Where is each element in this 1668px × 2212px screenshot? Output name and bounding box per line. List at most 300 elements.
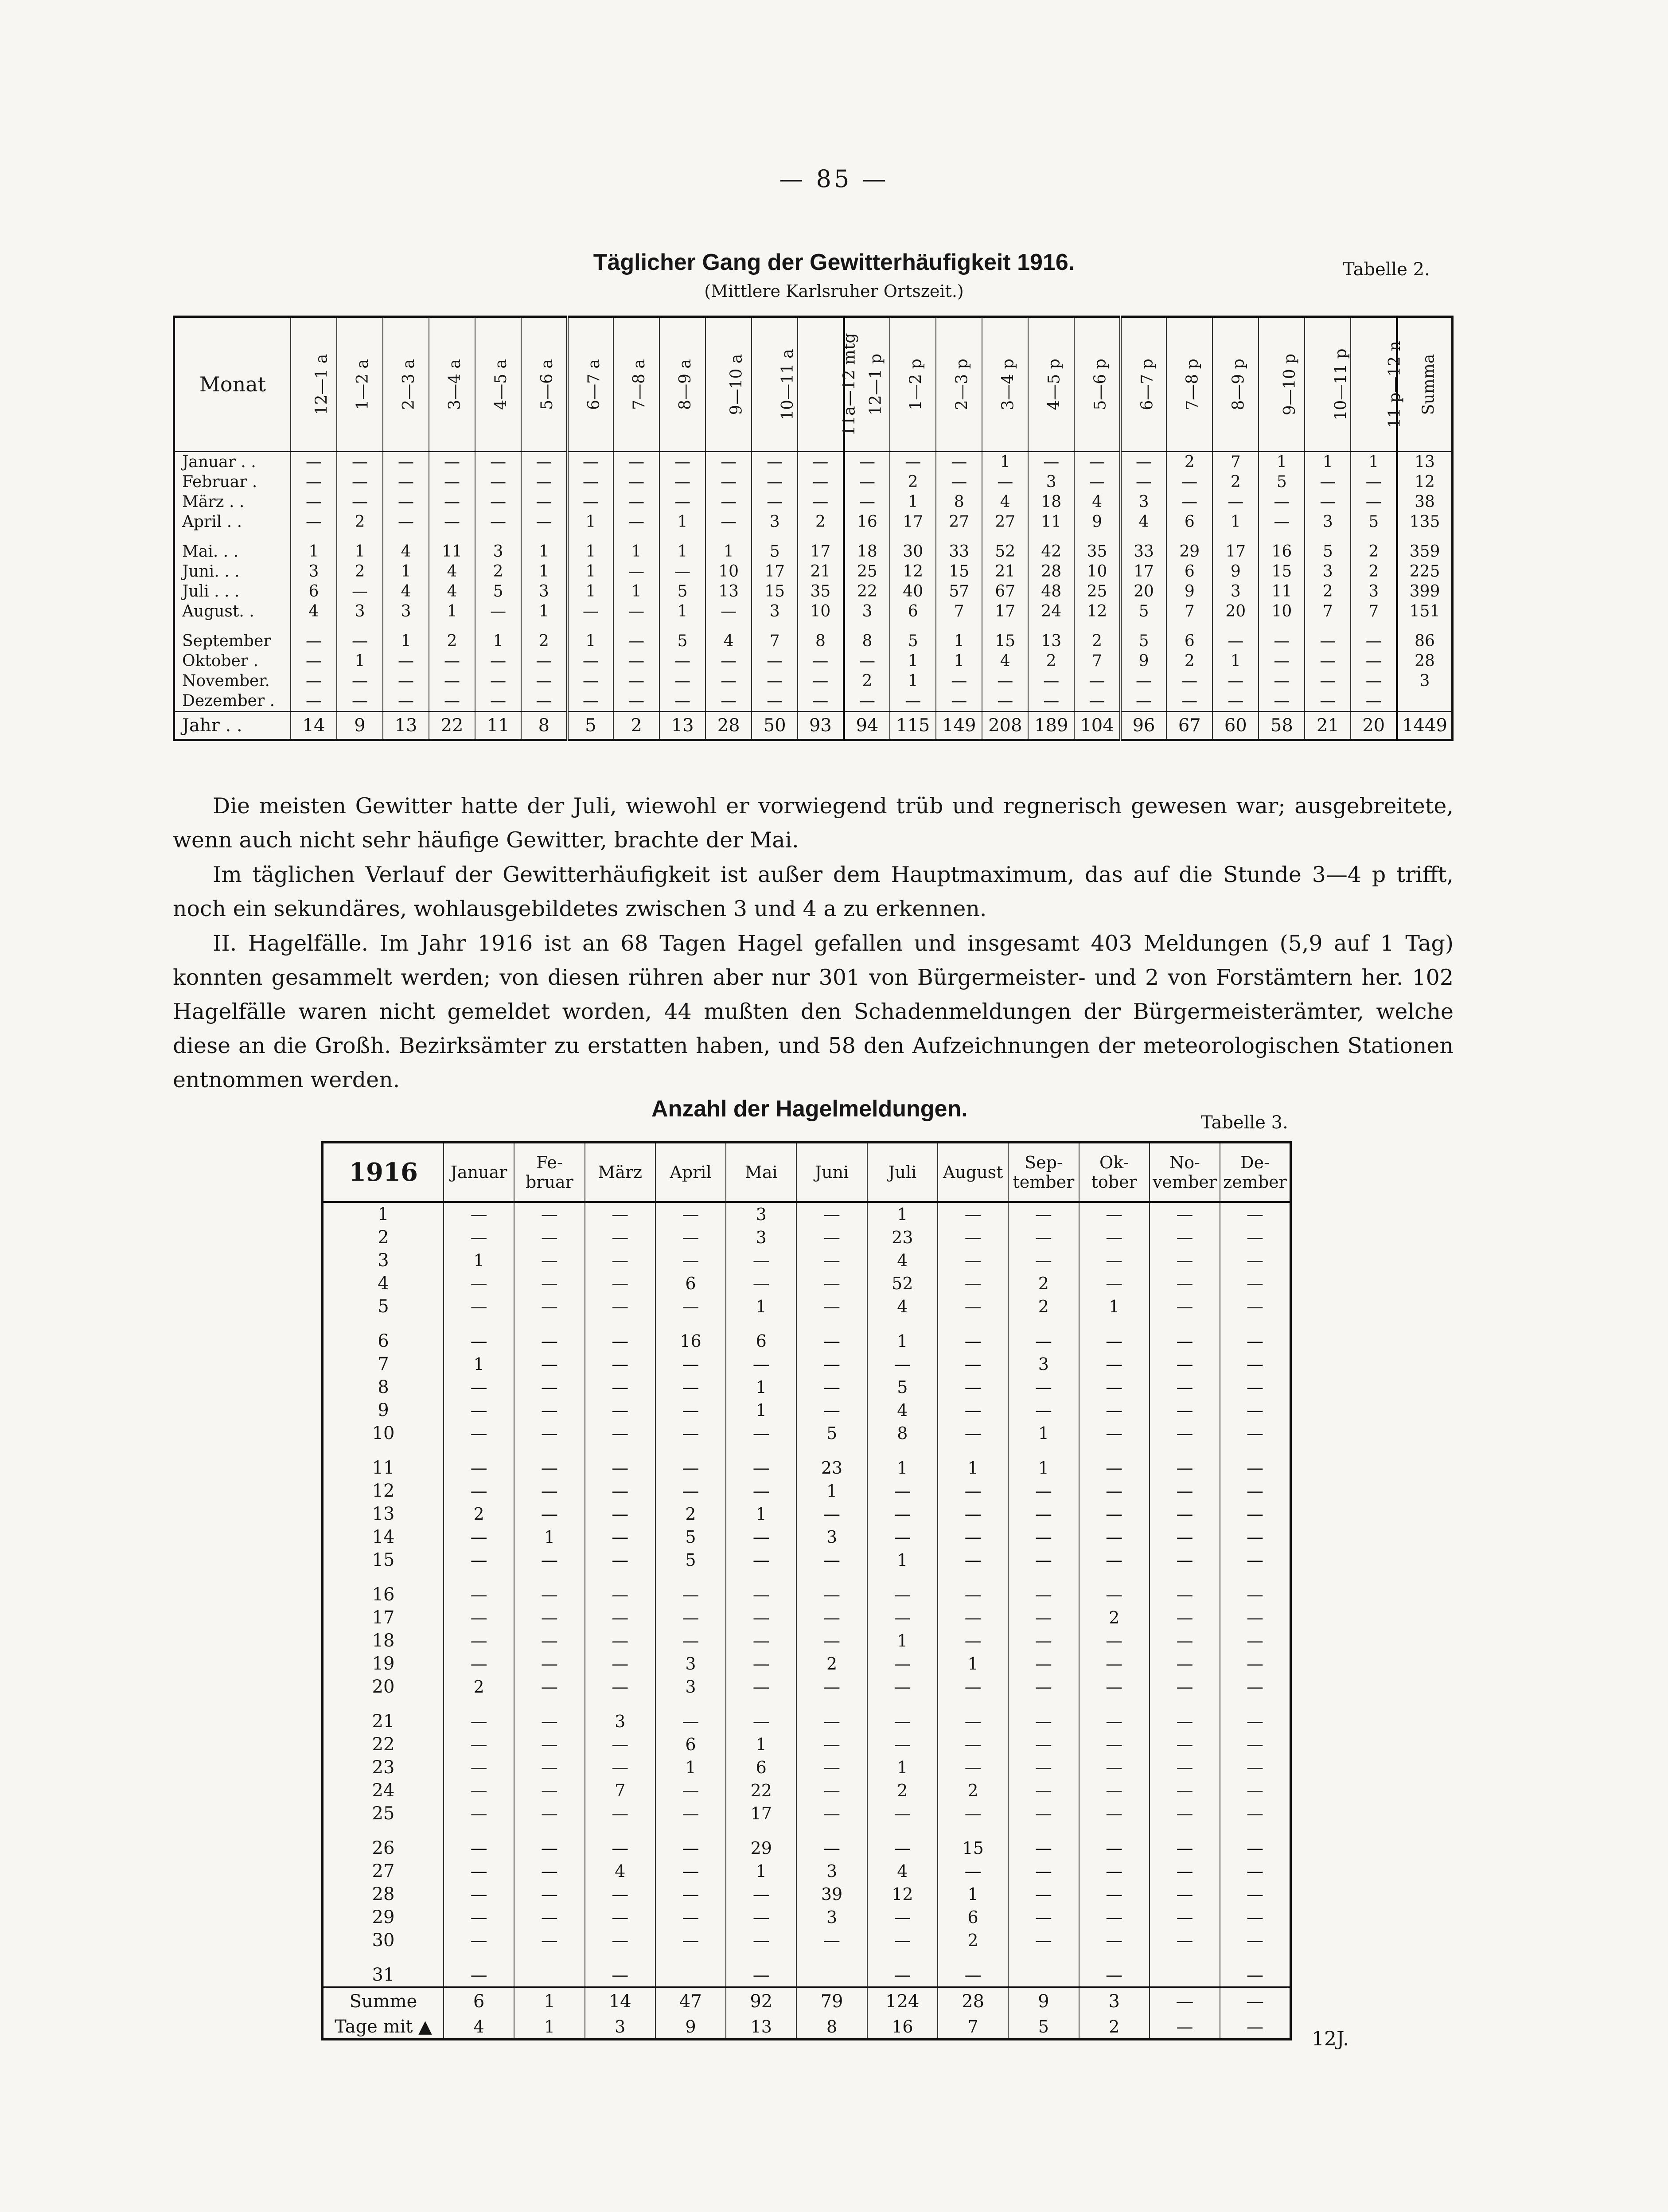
table3-cell: 4 bbox=[867, 1399, 938, 1422]
table2-total-cell: 96 bbox=[1120, 712, 1166, 740]
table3-cell: — bbox=[1079, 1422, 1150, 1445]
table3-gap-cell bbox=[1220, 1825, 1290, 1837]
table2-cell: 1 bbox=[337, 651, 383, 671]
table2-header-hour-label: 3—4 a bbox=[445, 359, 464, 410]
table3-cell: — bbox=[796, 1399, 867, 1422]
table2-cell: 8 bbox=[798, 631, 844, 651]
table3-row bbox=[323, 1422, 1291, 1445]
paragraph-1-text: Die meisten Gewitter hatte der Juli, wiewohl er vorwiegend trüb und regnerisch gewesen war; ausgebreitete, wenn auch nicht sehr häufige Gewitter, brachte der Mai. bbox=[173, 793, 1454, 853]
table3-sum-row bbox=[323, 1987, 1291, 2016]
table2-cell: — bbox=[1028, 671, 1074, 691]
table3-title: Anzahl der Hagelmeldungen. bbox=[651, 1096, 968, 1122]
table3-cell: 3 bbox=[726, 1202, 796, 1226]
table2-cell: — bbox=[337, 631, 383, 651]
table2-cell: — bbox=[752, 472, 798, 492]
table3-cell: — bbox=[1008, 1779, 1079, 1802]
table3-cell: — bbox=[1079, 1525, 1150, 1549]
table2-cell: 33 bbox=[936, 542, 982, 562]
table3-cell: — bbox=[726, 1249, 796, 1272]
table2-cell: — bbox=[705, 472, 752, 492]
table3-cell bbox=[1150, 1963, 1220, 1987]
table2-total-cell: 21 bbox=[1305, 712, 1351, 740]
table3-day-label: 6 bbox=[323, 1330, 444, 1353]
table3-day-label: 7 bbox=[323, 1353, 444, 1376]
table2-cell: — bbox=[1259, 492, 1305, 512]
table2-gap-cell bbox=[752, 621, 798, 631]
table2-header-hour bbox=[659, 317, 705, 452]
table3-cell: 1 bbox=[938, 1883, 1008, 1906]
table2-cell: — bbox=[1120, 472, 1166, 492]
table2-month-name: August. . bbox=[174, 601, 291, 621]
table3-cell: 1 bbox=[867, 1756, 938, 1779]
table3-cell: — bbox=[726, 1906, 796, 1929]
table3-cell: — bbox=[1150, 1422, 1220, 1445]
table3-cell: — bbox=[1008, 1710, 1079, 1733]
table2-cell: — bbox=[1305, 691, 1351, 712]
table3-cell: — bbox=[1150, 1353, 1220, 1376]
table3-gap-cell bbox=[726, 1572, 796, 1583]
table3-day-label: 24 bbox=[323, 1779, 444, 1802]
table3-days-with-cell: — bbox=[1150, 2015, 1220, 2040]
table2-cell: 1 bbox=[337, 542, 383, 562]
table2-cell: — bbox=[613, 562, 659, 581]
table3-cell: 1 bbox=[726, 1733, 796, 1756]
table2-gap-cell bbox=[429, 621, 475, 631]
table2-cell: 1 bbox=[936, 631, 982, 651]
table2-cell: 1 bbox=[890, 671, 936, 691]
table2-cell: 3 bbox=[1120, 492, 1166, 512]
table3-cell: — bbox=[585, 1202, 655, 1226]
table3-cell: 6 bbox=[655, 1272, 726, 1295]
table2-cell: 27 bbox=[936, 512, 982, 532]
table3-day-label: 19 bbox=[323, 1652, 444, 1675]
table3-cell: — bbox=[514, 1629, 585, 1652]
table3-cell: — bbox=[938, 1226, 1008, 1249]
table2-cell: 35 bbox=[1074, 542, 1120, 562]
table2-total-cell: 67 bbox=[1166, 712, 1212, 740]
table3-cell: — bbox=[514, 1583, 585, 1606]
table2-cell: — bbox=[705, 452, 752, 472]
table3-cell: — bbox=[796, 1629, 867, 1652]
table3-cell: — bbox=[585, 1479, 655, 1502]
table3-cell: — bbox=[796, 1249, 867, 1272]
table3-cell: 2 bbox=[796, 1652, 867, 1675]
table2-header-hour-label: 6—7 p bbox=[1138, 358, 1157, 410]
table2-gap-cell bbox=[705, 621, 752, 631]
table2-cell: — bbox=[1166, 492, 1212, 512]
table2-gap-cell bbox=[982, 621, 1028, 631]
table3-cell: — bbox=[1220, 1376, 1290, 1399]
table2-cell: — bbox=[798, 452, 844, 472]
table3-cell: — bbox=[1008, 1399, 1079, 1422]
table3-day-label: 5 bbox=[323, 1295, 444, 1318]
table3-gap-row bbox=[323, 1445, 1291, 1456]
table2-cell: — bbox=[1305, 472, 1351, 492]
table2-header-hour-label: 1—2 p bbox=[907, 358, 925, 410]
table3-cell: — bbox=[444, 1733, 514, 1756]
table2-cell: — bbox=[1351, 472, 1397, 492]
table2-cell: 5 bbox=[752, 542, 798, 562]
table3-gap-cell bbox=[1008, 1952, 1079, 1963]
table2-cell: 20 bbox=[1120, 581, 1166, 601]
table3-cell: — bbox=[1220, 1549, 1290, 1572]
table2-cell: — bbox=[1166, 671, 1212, 691]
table3-day-label: 10 bbox=[323, 1422, 444, 1445]
table3-cell: — bbox=[655, 1295, 726, 1318]
table2-gap-cell bbox=[798, 532, 844, 542]
table2-cell: 29 bbox=[1166, 542, 1212, 562]
table2-month-name: Mai. . . bbox=[174, 542, 291, 562]
table3-cell: — bbox=[938, 1606, 1008, 1629]
table2-gap-cell bbox=[752, 532, 798, 542]
table3-day-label: 3 bbox=[323, 1249, 444, 1272]
table2-header-hour-label: 10—11 p bbox=[1332, 348, 1350, 421]
table2-header-hour-label: 8—9 p bbox=[1229, 358, 1248, 410]
table3-cell: — bbox=[514, 1837, 585, 1860]
table3-cell: — bbox=[938, 1525, 1008, 1549]
table3-cell: — bbox=[1150, 1756, 1220, 1779]
table3-cell: — bbox=[444, 1399, 514, 1422]
table3-row bbox=[323, 1802, 1291, 1825]
table3-gap-cell bbox=[1150, 1952, 1220, 1963]
table3-cell: — bbox=[1150, 1272, 1220, 1295]
table3-cell: — bbox=[1150, 1502, 1220, 1525]
table2-cell: — bbox=[844, 651, 890, 671]
table3-gap-cell bbox=[444, 1445, 514, 1456]
table3-header-month: De-zember bbox=[1220, 1143, 1290, 1202]
paragraph-1 bbox=[173, 789, 1454, 857]
table2-cell: — bbox=[752, 691, 798, 712]
table2-cell: 11 bbox=[429, 542, 475, 562]
table3-cell: — bbox=[1150, 1779, 1220, 1802]
table2-cell: 3 bbox=[1351, 581, 1397, 601]
table3-row bbox=[323, 1202, 1291, 1226]
table3-cell: — bbox=[585, 1295, 655, 1318]
table3-cell: 1 bbox=[514, 1525, 585, 1549]
table2-row bbox=[174, 512, 1453, 532]
table2-cell: 18 bbox=[844, 542, 890, 562]
table2-cell: 1 bbox=[1212, 651, 1259, 671]
table3-row bbox=[323, 1226, 1291, 1249]
table3-cell: — bbox=[1079, 1330, 1150, 1353]
table2-cell: 1 bbox=[705, 542, 752, 562]
table3-cell: 6 bbox=[655, 1733, 726, 1756]
table3-body bbox=[323, 1202, 1291, 2040]
table3-cell: — bbox=[1008, 1883, 1079, 1906]
table3-cell: — bbox=[514, 1502, 585, 1525]
table3-header-month: No-vember bbox=[1150, 1143, 1220, 1202]
table2-cell: 5 bbox=[659, 631, 705, 651]
table2-cell: 3 bbox=[521, 581, 567, 601]
table3-gap-cell bbox=[323, 1825, 444, 1837]
table3 bbox=[321, 1141, 1292, 2040]
table3-cell: — bbox=[1150, 1376, 1220, 1399]
table3-row bbox=[323, 1606, 1291, 1629]
table3-cell: — bbox=[1220, 1502, 1290, 1525]
table3-gap-cell bbox=[726, 1825, 796, 1837]
table2-cell: — bbox=[613, 452, 659, 472]
table2-gap-cell bbox=[174, 532, 291, 542]
table3-cell: — bbox=[655, 1906, 726, 1929]
table2-cell: — bbox=[1259, 631, 1305, 651]
table2-gap-row bbox=[174, 621, 1453, 631]
table3-cell: 2 bbox=[1079, 1606, 1150, 1629]
table2-gap-cell bbox=[1074, 532, 1120, 542]
table2-cell: 2 bbox=[798, 512, 844, 532]
table3-gap-cell bbox=[1008, 1825, 1079, 1837]
table3-gap-cell bbox=[867, 1698, 938, 1710]
table3-cell: — bbox=[444, 1202, 514, 1226]
table3-row bbox=[323, 1353, 1291, 1376]
table2-cell: — bbox=[705, 671, 752, 691]
table3-cell: — bbox=[938, 1422, 1008, 1445]
table2-cell: — bbox=[705, 651, 752, 671]
table2-cell: — bbox=[475, 452, 521, 472]
table3-cell: — bbox=[585, 1756, 655, 1779]
table2-cell: 17 bbox=[798, 542, 844, 562]
table2-cell: — bbox=[659, 472, 705, 492]
table2-cell: 7 bbox=[936, 601, 982, 621]
table3-days-with-cell: 8 bbox=[796, 2015, 867, 2040]
table2-cell: 15 bbox=[1259, 562, 1305, 581]
table3-gap-cell bbox=[655, 1445, 726, 1456]
table3-cell: — bbox=[726, 1525, 796, 1549]
table2-cell: — bbox=[798, 472, 844, 492]
table3-cell: — bbox=[796, 1802, 867, 1825]
table3-cell: — bbox=[1008, 1330, 1079, 1353]
table3-cell: 17 bbox=[726, 1802, 796, 1825]
table2-cell: — bbox=[521, 691, 567, 712]
table2-cell: 17 bbox=[982, 601, 1028, 621]
table2-cell: — bbox=[1028, 452, 1074, 472]
table3-cell: — bbox=[1008, 1376, 1079, 1399]
table3-cell: — bbox=[444, 1963, 514, 1987]
table2-body bbox=[174, 452, 1453, 740]
table2-row bbox=[174, 492, 1453, 512]
table3-cell: — bbox=[444, 1860, 514, 1883]
table3-cell bbox=[514, 1963, 585, 1987]
table2-month-name: Dezember . bbox=[174, 691, 291, 712]
table2-cell: 38 bbox=[1397, 492, 1453, 512]
table2-cell: 1 bbox=[475, 631, 521, 651]
table3-cell: — bbox=[796, 1353, 867, 1376]
table3-sum-cell: 9 bbox=[1008, 1987, 1079, 2016]
table2-cell: — bbox=[798, 651, 844, 671]
table3-cell: — bbox=[726, 1652, 796, 1675]
table2-cell: — bbox=[613, 651, 659, 671]
table3-cell: — bbox=[514, 1652, 585, 1675]
table3-gap-cell bbox=[1008, 1698, 1079, 1710]
table3-cell: — bbox=[585, 1606, 655, 1629]
table3-day-label: 8 bbox=[323, 1376, 444, 1399]
table3-gap-cell bbox=[1150, 1318, 1220, 1330]
table3-cell: — bbox=[514, 1883, 585, 1906]
table3-cell: 8 bbox=[867, 1422, 938, 1445]
table2-cell: 2 bbox=[1212, 472, 1259, 492]
table2-month-name: Januar . . bbox=[174, 452, 291, 472]
table2-cell: — bbox=[383, 472, 429, 492]
table2-gap-cell bbox=[936, 621, 982, 631]
table3-cell: — bbox=[1150, 1606, 1220, 1629]
table2-month-name: Juli . . . bbox=[174, 581, 291, 601]
table2-gap-cell bbox=[1212, 532, 1259, 542]
table3-gap-cell bbox=[514, 1698, 585, 1710]
table2-cell: 2 bbox=[337, 512, 383, 532]
table2-total-cell: 208 bbox=[982, 712, 1028, 740]
table3-cell: — bbox=[1150, 1295, 1220, 1318]
table3-cell: — bbox=[796, 1272, 867, 1295]
table2-total-label: Jahr . . bbox=[174, 712, 291, 740]
table3-cell: 1 bbox=[726, 1502, 796, 1525]
table2-cell: 4 bbox=[291, 601, 337, 621]
table2-cell: 1 bbox=[567, 562, 613, 581]
table2-total-cell: 2 bbox=[613, 712, 659, 740]
table3-row bbox=[323, 1929, 1291, 1952]
table3-cell bbox=[655, 1963, 726, 1987]
table3-gap-cell bbox=[1079, 1445, 1150, 1456]
table2-cell: 1 bbox=[659, 542, 705, 562]
table3-days-with-cell: 1 bbox=[514, 2015, 585, 2040]
table2-cell: — bbox=[982, 472, 1028, 492]
table3-cell: — bbox=[1220, 1456, 1290, 1479]
table2-cell: 225 bbox=[1397, 562, 1453, 581]
table3-cell: — bbox=[1079, 1479, 1150, 1502]
table3-gap-cell bbox=[514, 1952, 585, 1963]
table2-header-hour-label: 5—6 a bbox=[538, 359, 556, 410]
table2-cell: 4 bbox=[705, 631, 752, 651]
table3-cell: 22 bbox=[726, 1779, 796, 1802]
table3-cell: 4 bbox=[867, 1249, 938, 1272]
table2-row bbox=[174, 542, 1453, 562]
table3-cell: 3 bbox=[796, 1525, 867, 1549]
table3-cell: 2 bbox=[1008, 1295, 1079, 1318]
table2-total-cell: 8 bbox=[521, 712, 567, 740]
table2-gap-cell bbox=[1120, 621, 1166, 631]
table2-cell: 4 bbox=[429, 581, 475, 601]
table2-month-name: September bbox=[174, 631, 291, 651]
table2-cell: 2 bbox=[1028, 651, 1074, 671]
table3-cell: — bbox=[867, 1733, 938, 1756]
table3-cell: — bbox=[726, 1549, 796, 1572]
table3-gap-cell bbox=[867, 1445, 938, 1456]
table3-gap-cell bbox=[1079, 1572, 1150, 1583]
table2-month-name: November. bbox=[174, 671, 291, 691]
table3-cell: — bbox=[585, 1249, 655, 1272]
table3-cell: — bbox=[726, 1272, 796, 1295]
table3-cell: — bbox=[1008, 1756, 1079, 1779]
table3-cell: — bbox=[938, 1963, 1008, 1987]
table2-header-hour-label: Summa bbox=[1419, 354, 1438, 415]
table3-cell: — bbox=[726, 1422, 796, 1445]
table2-cell: — bbox=[1351, 651, 1397, 671]
table2-gap-cell bbox=[521, 621, 567, 631]
table3-cell: — bbox=[655, 1376, 726, 1399]
table3-cell: — bbox=[1150, 1837, 1220, 1860]
table2-cell: — bbox=[752, 651, 798, 671]
table2-cell: 3 bbox=[1305, 512, 1351, 532]
table3-cell: — bbox=[444, 1295, 514, 1318]
table3-cell: — bbox=[655, 1883, 726, 1906]
paragraph-3 bbox=[173, 926, 1454, 1097]
table2-month-name: Februar . bbox=[174, 472, 291, 492]
table3-cell: — bbox=[1008, 1906, 1079, 1929]
table3-cell: — bbox=[867, 1353, 938, 1376]
table2-cell: 10 bbox=[1259, 601, 1305, 621]
table3-cell: — bbox=[514, 1929, 585, 1952]
table3-cell: — bbox=[867, 1583, 938, 1606]
table3-day-label: 25 bbox=[323, 1802, 444, 1825]
table2-cell: 5 bbox=[1305, 542, 1351, 562]
table2-cell: 1 bbox=[1212, 512, 1259, 532]
table3-days-with-cell: 16 bbox=[867, 2015, 938, 2040]
table3-day-label: 9 bbox=[323, 1399, 444, 1422]
table3-cell: — bbox=[585, 1376, 655, 1399]
table3-cell: — bbox=[726, 1675, 796, 1698]
table2-cell: — bbox=[337, 581, 383, 601]
table3-gap-cell bbox=[1079, 1825, 1150, 1837]
table2-gap-cell bbox=[475, 621, 521, 631]
table3-gap-cell bbox=[323, 1698, 444, 1710]
table3-cell: 1 bbox=[726, 1376, 796, 1399]
table2-cell: — bbox=[844, 452, 890, 472]
table2-cell: — bbox=[567, 452, 613, 472]
table2-cell: 1 bbox=[1259, 452, 1305, 472]
table2-header-hour-label: 11a—12 mtg bbox=[840, 332, 859, 436]
table2-cell: 2 bbox=[1074, 631, 1120, 651]
table3-cell: — bbox=[1220, 1963, 1290, 1987]
table2-cell: — bbox=[844, 492, 890, 512]
table3-gap-cell bbox=[514, 1445, 585, 1456]
table3-cell: — bbox=[585, 1733, 655, 1756]
table3-row bbox=[323, 1652, 1291, 1675]
table3-gap-cell bbox=[585, 1445, 655, 1456]
table3-cell: — bbox=[1079, 1249, 1150, 1272]
table2-gap-cell bbox=[1028, 532, 1074, 542]
table3-days-with-cell: 4 bbox=[444, 2015, 514, 2040]
table3-cell: — bbox=[796, 1226, 867, 1249]
table3-cell: — bbox=[1079, 1456, 1150, 1479]
table2-title: Täglicher Gang der Gewitterhäufigkeit 1916. bbox=[593, 250, 1075, 275]
table2-cell: — bbox=[1074, 671, 1120, 691]
table3-cell: — bbox=[1220, 1583, 1290, 1606]
table3-cell: — bbox=[867, 1606, 938, 1629]
table3-cell: — bbox=[1220, 1353, 1290, 1376]
table3-day-label: 30 bbox=[323, 1929, 444, 1952]
table2-gap-cell bbox=[383, 532, 429, 542]
table2-cell: 9 bbox=[1120, 651, 1166, 671]
table3-days-with-cell: — bbox=[1220, 2015, 1290, 2040]
table3-cell: 3 bbox=[726, 1226, 796, 1249]
table3-cell: — bbox=[585, 1226, 655, 1249]
table3-cell: — bbox=[1079, 1629, 1150, 1652]
table3-gap-cell bbox=[1008, 1572, 1079, 1583]
table2-cell: 1 bbox=[613, 581, 659, 601]
table2-cell: — bbox=[475, 492, 521, 512]
table2-cell: — bbox=[291, 651, 337, 671]
table3-cell: — bbox=[1220, 1733, 1290, 1756]
table2-gap-cell bbox=[890, 532, 936, 542]
table3-cell: — bbox=[1220, 1399, 1290, 1422]
table3-cell: — bbox=[1220, 1226, 1290, 1249]
table2-cell: — bbox=[337, 691, 383, 712]
table3-cell: 6 bbox=[726, 1756, 796, 1779]
table2-cell: 15 bbox=[752, 581, 798, 601]
table2-cell: 1 bbox=[567, 581, 613, 601]
table3-cell: — bbox=[655, 1802, 726, 1825]
table2-cell: — bbox=[429, 691, 475, 712]
table2-gap-cell bbox=[1259, 532, 1305, 542]
table3-cell: — bbox=[867, 1525, 938, 1549]
